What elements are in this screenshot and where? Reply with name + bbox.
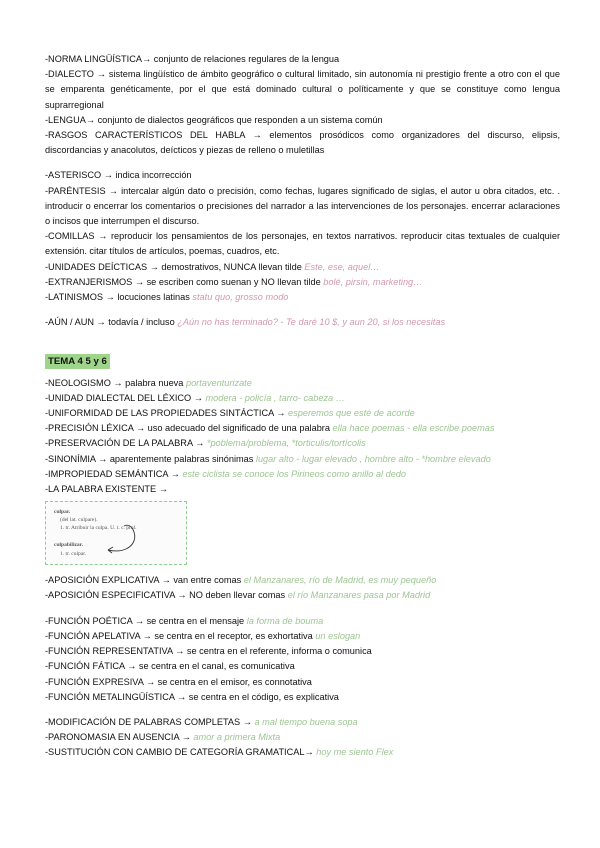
- figure-line: (del lat. culpare).: [60, 517, 98, 524]
- entry-funcion-apelativa: -FUNCIÓN APELATIVA → se centra en el receptor, es exhortativa un eslogan: [45, 630, 361, 641]
- entry-parentesis: -PARÉNTESIS → intercalar algún dato o precisión, como fechas, lugares significado de siglas, el autor u obra citados, etc. . introducir o encerrar los comentarios o precisiones del narrador a las intervenciones de los personajes. encerrar aclaraciones o incisos que interrumpen el discurso.: [45, 185, 560, 227]
- entry-asterisco: -ASTERISCO → indica incorrección: [45, 170, 192, 181]
- punctuation-block: [45, 168, 560, 305]
- example-text: hoy me siento Flex: [316, 747, 394, 758]
- example-text: un eslogan: [315, 630, 361, 641]
- entry-uniformidad: -UNIFORMIDAD DE LAS PROPIEDADES SINTÁCTICA → esperemos que esté de acorde: [45, 408, 415, 419]
- figure-line: 1. tr. culpar.: [60, 551, 87, 558]
- entry-aposicion-explicativa: -APOSICIÓN EXPLICATIVA → van entre comas el Manzanares, río de Madrid, es muy pequeño: [45, 575, 437, 586]
- entry-precision: -PRECISIÓN LÉXICA → uso adecuado del significado de una palabra ella hace poemas - ella escribe poemas: [45, 423, 495, 434]
- example-text: portaventurizate: [185, 377, 252, 388]
- entry-funcion-metalinguistica: -FUNCIÓN METALINGÜÍSTICA → se centra en el código, es explicativa: [45, 691, 339, 702]
- entry-paronomasia: -PARONOMASIA EN AUSENCIA → amor a primera Mixta: [45, 732, 281, 743]
- entry-neologismo: -NEOLOGISMO → palabra nueva portaventurizate: [45, 377, 252, 388]
- example-text: el Manzanares, río de Madrid, es muy pequeño: [243, 575, 437, 586]
- section-heading: TEMA 4 5 y 6: [45, 354, 110, 369]
- definition-rasgos: -RASGOS CARACTERÍSTICOS DEL HABLA → elementos prosódicos como organizadores del discurso, elipsis, discordancias y anacolutos, deícticos y piezas de relleno o muletillas: [45, 130, 560, 156]
- entry-aun: -AÚN / AUN → todavía / incluso ¿Aún no has terminado? - Te daré 10 $, y aun 20, si los necesitas: [45, 317, 446, 328]
- figure-line: 1. tr. Atribuir la culpa. U. t. c. prnl.: [60, 525, 137, 532]
- example-text: modera - policía , tarro- cabeza …: [205, 392, 345, 403]
- aposicion-block: [45, 573, 560, 603]
- entry-sustitucion: -SUSTITUCIÓN CON CAMBIO DE CATEGORÍA GRAMATICAL→ hoy me siento Flex: [45, 747, 394, 758]
- lexico-block: [45, 376, 560, 498]
- entry-impropiedad: -IMPROPIEDAD SEMÁNTICA → este ciclista se conoce los Pirineos como anillo al dedo: [45, 468, 407, 479]
- example-text: amor a primera Mixta: [193, 732, 281, 743]
- entry-sinonimia: -SINONÍMIA → aparentemente palabras sinónimas lugar alto - lugar elevado , hombre alto - *hombre elevado: [45, 453, 491, 464]
- curved-arrow-icon: [46, 502, 186, 564]
- funciones-block: [45, 614, 560, 705]
- entry-aposicion-especificativa: -APOSICIÓN ESPECIFICATIVA → NO deben llevar comas el río Manzanares pasa por Madrid: [45, 590, 431, 601]
- example-text: lugar alto - lugar elevado , hombre alto - *hombre elevado: [255, 453, 491, 464]
- entry-modificacion: -MODIFICACIÓN DE PALABRAS COMPLETAS → a mal tiempo buena sopa: [45, 716, 358, 727]
- tema-heading-row: [45, 354, 560, 369]
- entry-funcion-poetica: -FUNCIÓN POÉTICA → se centra en el mensaje la forma de bouma: [45, 615, 324, 626]
- entry-latinismos: -LATINISMOS → locuciones latinas statu quo, grosso modo: [45, 292, 289, 303]
- figure-line: culpar.: [54, 509, 71, 516]
- example-text: este ciclista se conoce los Pirineos como anillo al dedo: [182, 468, 407, 479]
- figuras-block: [45, 715, 560, 761]
- entry-extranjerismos: -EXTRANJERISMOS → se escriben como suenan y NO llevan tilde bolé, pirsin, marketing…: [45, 276, 423, 287]
- entry-palabra-existente: -LA PALABRA EXISTENTE →: [45, 484, 168, 495]
- entry-deicticas: -UNIDADES DEÍCTICAS → demostrativos, NUNCA llevan tilde Este, ese, aquel…: [45, 261, 380, 272]
- entry-funcion-fatica: -FUNCIÓN FÁTICA → se centra en el canal, es comunicativa: [45, 661, 295, 672]
- document-page: [45, 52, 560, 761]
- entry-funcion-representativa: -FUNCIÓN REPRESENTATIVA → se centra en el referente, informa o comunica: [45, 646, 372, 657]
- dictionary-clipping-image: [45, 501, 187, 565]
- example-text: bolé, pirsin, marketing…: [323, 276, 423, 287]
- definition-dialecto: -DIALECTO → sistema lingüístico de ámbito geográfico o cultural limitado, sin autonomía ni prestigio frente a otro con el que se emparenta genéticamente, por el que está dominado cultural o políticamente y que se constituye como lengua suprarregional: [45, 69, 560, 110]
- example-text: *poblema/problema, *torticulis/tortícolis: [206, 438, 366, 449]
- example-text: a mal tiempo buena sopa: [254, 716, 358, 727]
- entry-preservacion: -PRESERVACIÓN DE LA PALABRA → *poblema/problema, *torticulis/tortícolis: [45, 438, 366, 449]
- entry-comillas: -COMILLAS → reproducir los pensamientos de los personajes, en textos narrativos. reproducir citas textuales de cualquier extensión. citar títulos de artículos, poemas, cuadros, etc.: [45, 231, 560, 257]
- entry-funcion-expresiva: -FUNCIÓN EXPRESIVA → se centra en el emisor, es connotativa: [45, 676, 312, 687]
- example-text: esperemos que esté de acorde: [288, 408, 415, 419]
- definition-lengua: -LENGUA→ conjunto de dialectos geográficos que responden a un sistema común: [45, 114, 383, 125]
- example-text: ella hace poemas - ella escribe poemas: [332, 423, 495, 434]
- example-text: statu quo, grosso modo: [192, 292, 289, 303]
- figure-line: culpabilizar.: [54, 542, 83, 549]
- example-text: la forma de bouma: [246, 615, 324, 626]
- example-text: ¿Aún no has terminado? - Te daré 10 $, y aun 20, si los necesitas: [177, 317, 446, 328]
- example-text: el río Manzanares pasa por Madrid: [287, 590, 431, 601]
- entry-unidad-dialectal: -UNIDAD DIALECTAL DEL LÉXICO → modera - policía , tarro- cabeza …: [45, 392, 345, 403]
- example-text: Este, ese, aquel…: [304, 261, 380, 272]
- definitions-block: [45, 52, 560, 158]
- definition-norma: -NORMA LINGÜÍSTICA→ conjunto de relaciones regulares de la lengua: [45, 54, 340, 64]
